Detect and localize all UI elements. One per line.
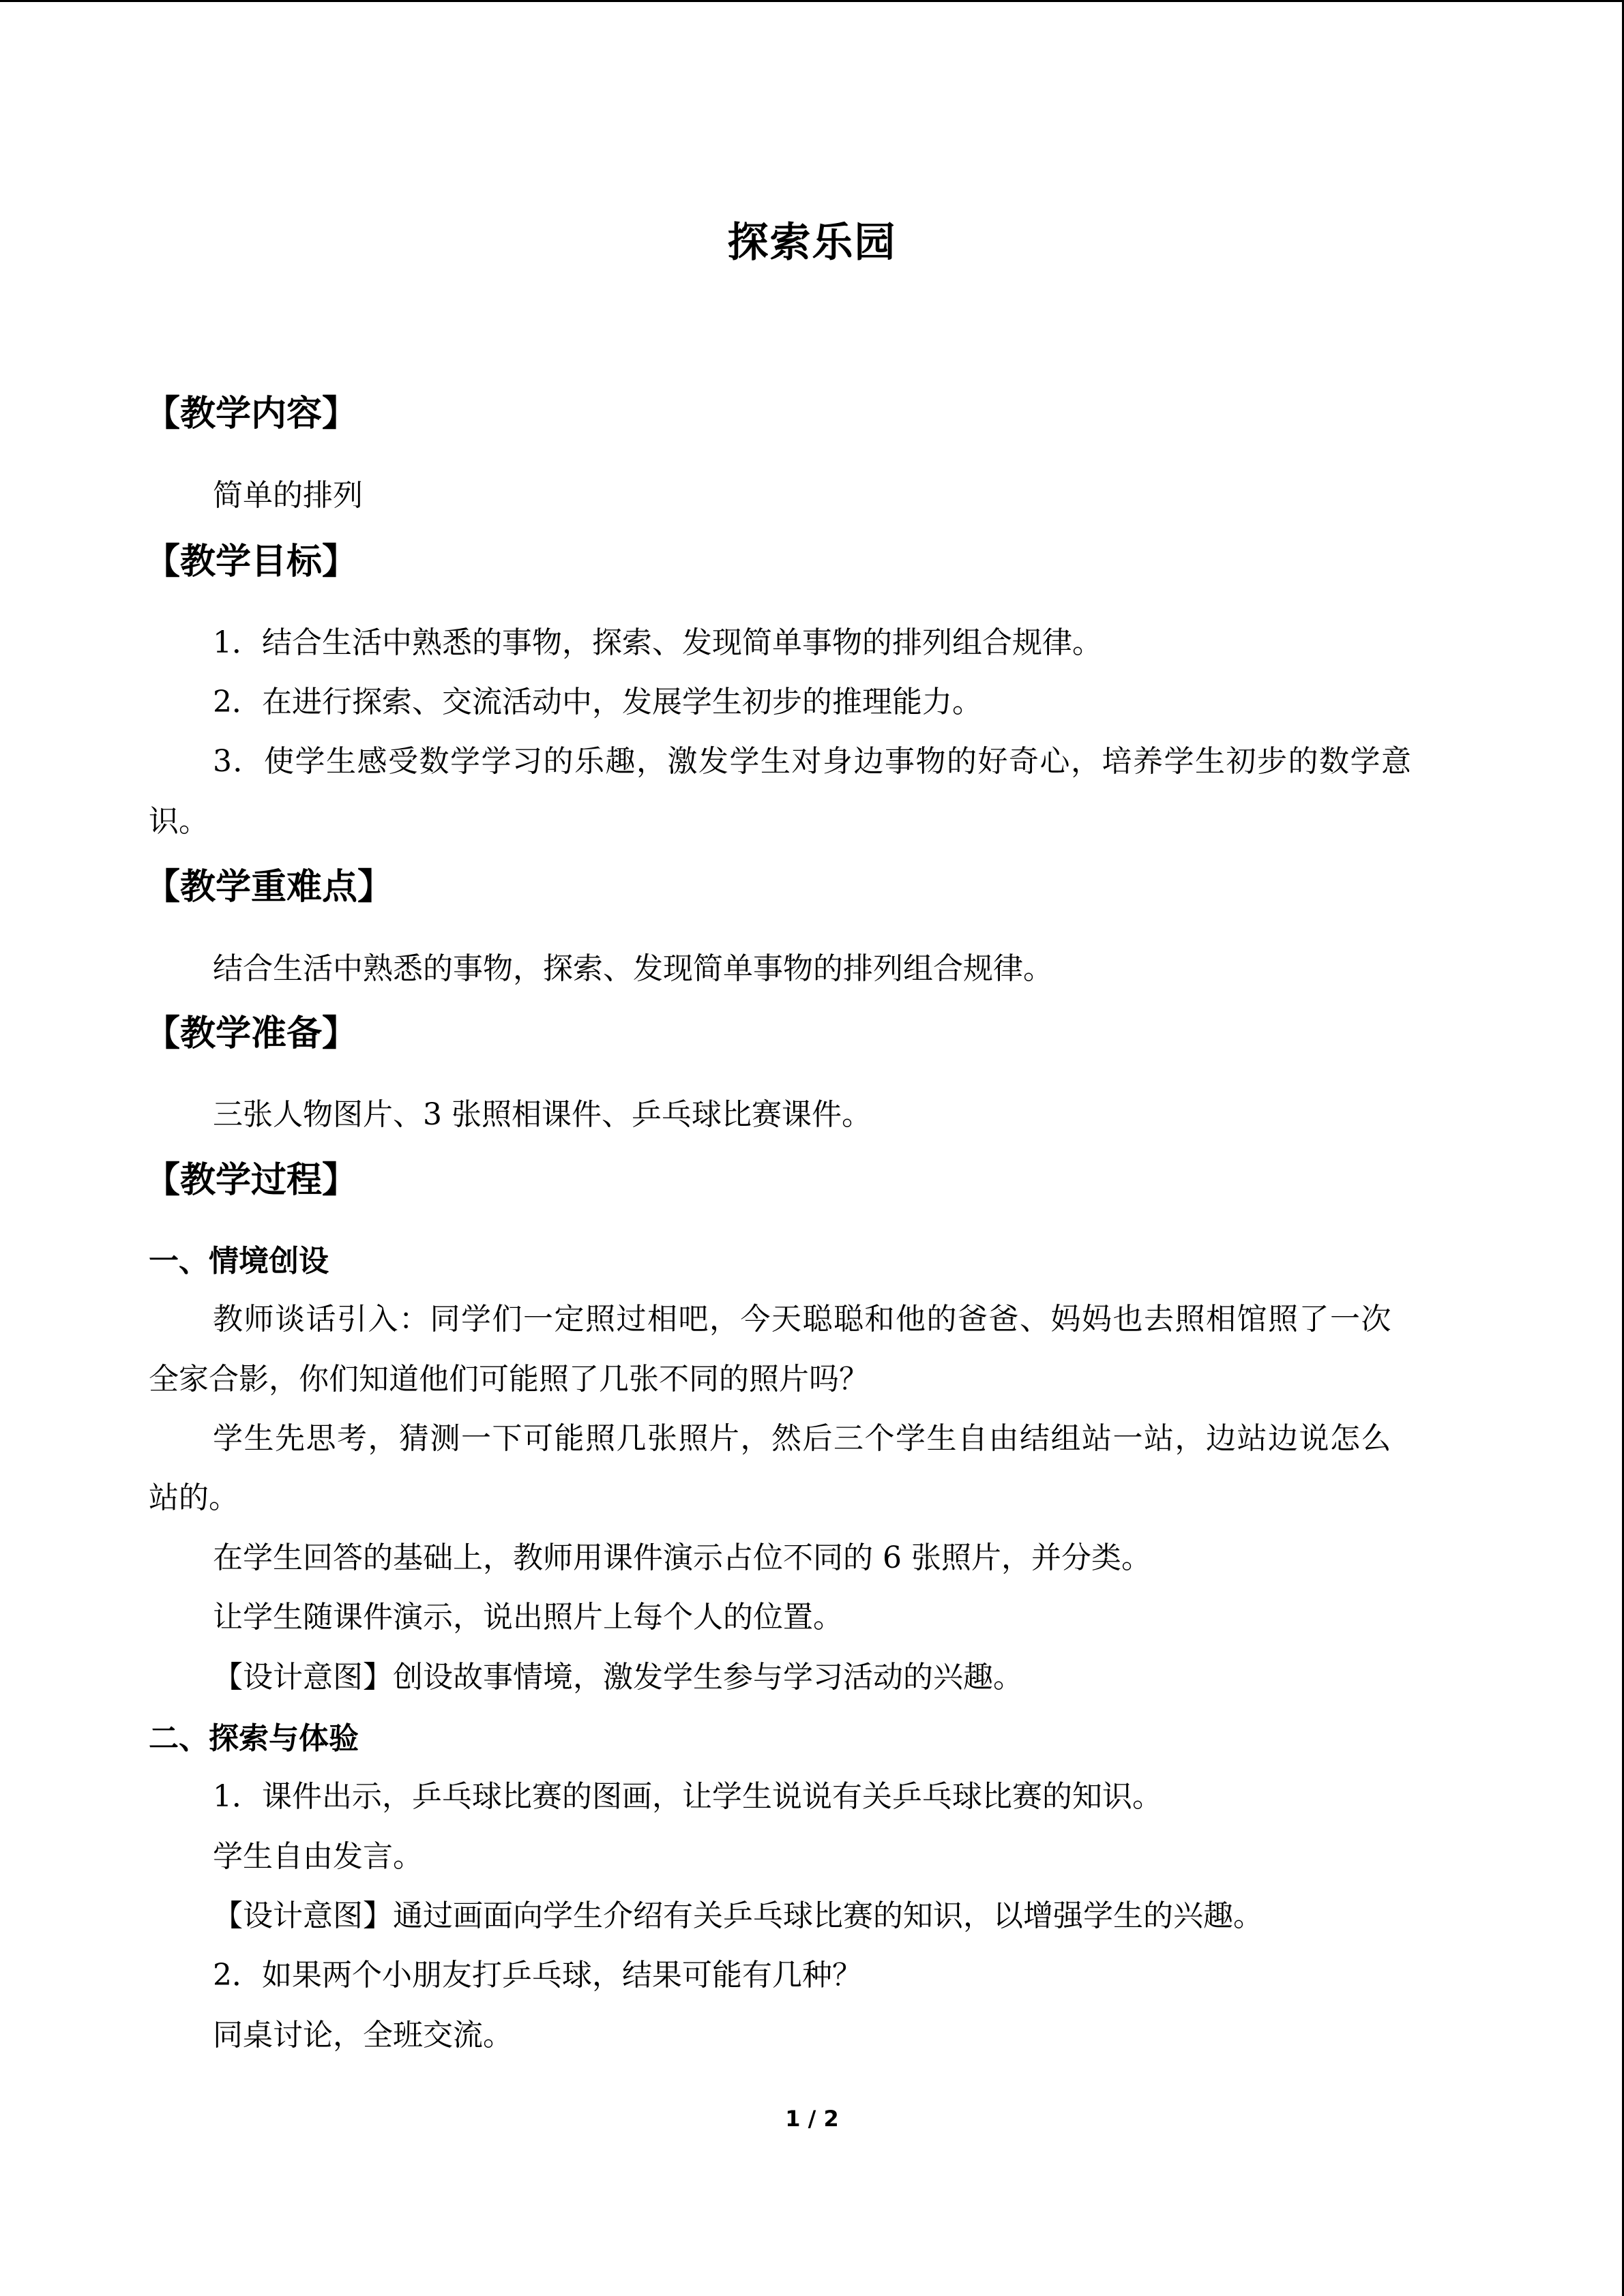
preparation-text: 三张人物图片、3 张照相课件、乒乓球比赛课件。 [213, 1097, 872, 1132]
paragraph-line: 1．课件出示，乒乓球比赛的图画，让学生说说有关乒乓球比赛的知识。 [213, 1779, 1162, 1814]
paragraph-line: 学生自由发言。 [213, 1839, 423, 1874]
paragraph-line: 站的。 [149, 1480, 239, 1515]
design-intent-line: 【设计意图】通过画面向学生介绍有关乒乓球比赛的知识，以增强学生的兴趣。 [213, 1898, 1263, 1933]
document-title: 探索乐园 [727, 219, 897, 267]
subheading-situation: 一、情境创设 [149, 1244, 329, 1279]
heading-teaching-process: 【教学过程】 [145, 1160, 358, 1201]
heading-key-points: 【教学重难点】 [145, 867, 394, 908]
paragraph-line: 2．如果两个小朋友打乒乓球，结果可能有几种？ [213, 1958, 862, 1993]
paragraph-line: 教师谈话引入：同学们一定照过相吧，今天聪聪和他的爸爸、妈妈也去照相馆照了一次 [213, 1302, 1392, 1337]
paragraph-line: 让学生随课件演示，说出照片上每个人的位置。 [213, 1600, 843, 1635]
key-points-text: 结合生活中熟悉的事物，探索、发现简单事物的排列组合规律。 [213, 951, 1053, 986]
teaching-content-text: 简单的排列 [213, 478, 363, 513]
paragraph-line: 学生先思考，猜测一下可能照几张照片，然后三个学生自由结组站一站，边站边说怎么 [213, 1421, 1392, 1456]
goal-item-3: 3．使学生感受数学学习的乐趣，激发学生对身边事物的好奇心，培养学生初步的数学意 [213, 744, 1413, 779]
paragraph-line: 全家合影，你们知道他们可能照了几张不同的照片吗？ [149, 1362, 869, 1397]
heading-teaching-content: 【教学内容】 [145, 393, 358, 434]
design-intent-line: 【设计意图】创设故事情境，激发学生参与学习活动的兴趣。 [213, 1660, 1023, 1695]
paragraph-line: 同桌讨论，全班交流。 [213, 2018, 513, 2053]
subheading-exploration: 二、探索与体验 [149, 1721, 359, 1756]
paragraph-line: 在学生回答的基础上，教师用课件演示占位不同的 6 张照片，并分类。 [213, 1540, 1151, 1575]
goal-item-2: 2．在进行探索、交流活动中，发展学生初步的推理能力。 [213, 685, 982, 719]
heading-teaching-goals: 【教学目标】 [145, 541, 358, 582]
heading-preparation: 【教学准备】 [145, 1013, 358, 1054]
goal-item-1: 1．结合生活中熟悉的事物，探索、发现简单事物的排列组合规律。 [213, 625, 1102, 660]
page-number: 1 / 2 [785, 2106, 839, 2132]
goal-item-3-continued: 识。 [149, 804, 209, 839]
